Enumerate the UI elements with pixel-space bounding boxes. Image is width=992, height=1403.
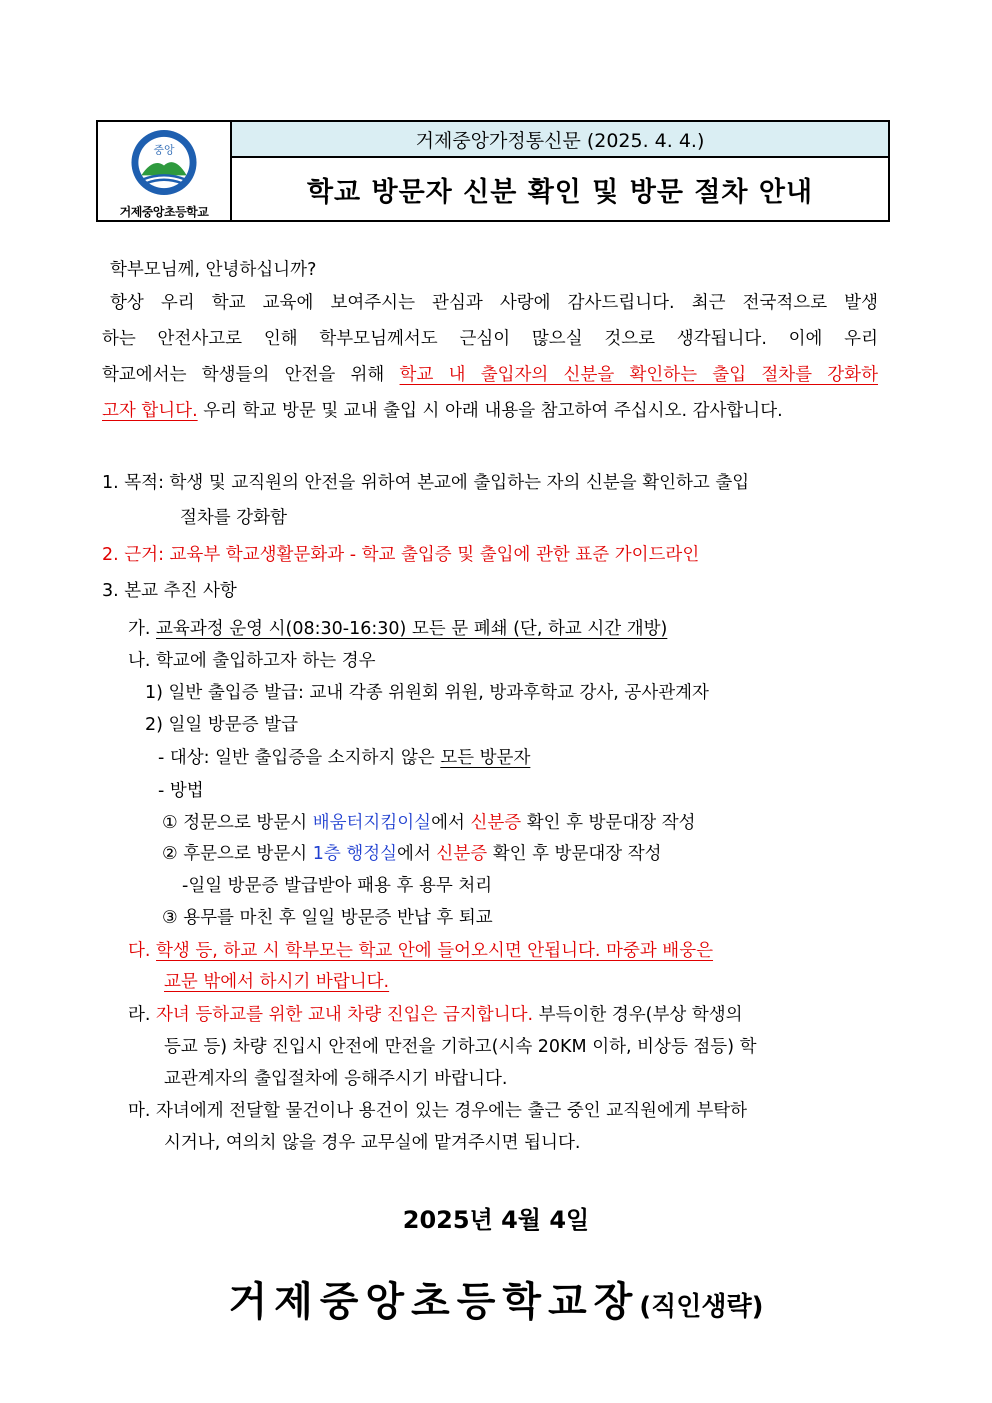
item-ga-text: 교육과정 운영 시(08:30-16:30) 모든 문 폐쇄 (단, 하교 시간 개방) bbox=[156, 619, 668, 639]
intro-line-4-text: 우리 학교 방문 및 교내 출입 시 아래 내용을 참고하여 주십시오. 감사합니다. bbox=[197, 401, 783, 421]
item-ra bbox=[128, 1004, 743, 1027]
method-step-3: ③ 용무를 마친 후 일일 방문증 반납 후 퇴교 bbox=[162, 908, 493, 928]
method-line: - 방법 bbox=[158, 781, 204, 801]
seal-note: (직인생략) bbox=[639, 1292, 764, 1322]
item-ra-line-3: 교관계자의 출입절차에 응해주시기 바랍니다. bbox=[164, 1069, 508, 1089]
intro-line-2: 하는 안전사고로 인해 학부모님께서도 근심이 많으실 것으로 생각됩니다. 이에 우리 bbox=[102, 329, 878, 349]
method-step-1-place: 배움터지킴이실 bbox=[312, 813, 432, 833]
method-step-2-c: 에서 bbox=[397, 844, 437, 864]
intro-line-4 bbox=[102, 400, 783, 423]
item-ga bbox=[128, 618, 667, 641]
promotion-heading: 3. 본교 추진 사항 bbox=[102, 581, 237, 601]
item-ma-line-2: 시거나, 여의치 않을 경우 교무실에 맡겨주시면 됩니다. bbox=[164, 1133, 581, 1153]
issue-date: 2025년 4월 4일 bbox=[402, 1206, 590, 1234]
intro-highlight-2: 고자 합니다. bbox=[102, 401, 198, 421]
item-ra-label: 라. bbox=[128, 1005, 157, 1025]
intro-line-3 bbox=[102, 364, 878, 387]
item-da-label: 다. bbox=[128, 941, 157, 961]
item-na: 나. 학교에 출입하고자 하는 경우 bbox=[128, 651, 376, 671]
signature-line bbox=[0, 1270, 992, 1327]
target-highlight: 모든 방문자 bbox=[440, 748, 531, 768]
item-ra-rest: 부득이한 경우(부상 학생의 bbox=[533, 1005, 743, 1025]
method-step-2-e: 확인 후 방문대장 작성 bbox=[487, 844, 662, 864]
purpose-line-2: 절차를 강화함 bbox=[180, 508, 287, 528]
target-text: - 대상: 일반 출입증을 소지하지 않은 bbox=[158, 748, 441, 768]
item-da-line-1: 학생 등, 하교 시 학부모는 학교 안에 들어오시면 안됩니다. 마중과 배웅은 bbox=[156, 941, 714, 961]
method-step-2-place: 1층 행정실 bbox=[312, 844, 398, 864]
logo-cell bbox=[98, 122, 232, 220]
basis-line: 2. 근거: 교육부 학교생활문화과 - 학교 출입증 및 출입에 관한 표준 가이드라인 bbox=[102, 545, 700, 565]
item-ra-red: 자녀 등하교를 위한 교내 차량 진입은 금지합니다. bbox=[156, 1005, 534, 1025]
item-ma-line-1: 마. 자녀에게 전달할 물건이나 용건이 있는 경우에는 출근 중인 교직원에게 부탁하 bbox=[128, 1101, 748, 1121]
item-da bbox=[128, 940, 713, 963]
method-step-2-sub: -일일 방문증 발급받아 패용 후 용무 처리 bbox=[182, 876, 493, 896]
method-step-2 bbox=[162, 843, 662, 866]
item-na-2: 2) 일일 방문증 발급 bbox=[145, 715, 298, 735]
purpose-line-1: 1. 목적: 학생 및 교직원의 안전을 위하여 본교에 출입하는 자의 신분을 확인하고 출입 bbox=[102, 473, 750, 493]
logo-text: 중앙 bbox=[153, 143, 175, 157]
method-step-1-id: 신분증 bbox=[470, 813, 522, 833]
newsletter-label: 거제중앙가정통신문 (2025. 4. 4.) bbox=[232, 122, 888, 158]
greeting: 학부모님께, 안녕하십니까? bbox=[110, 260, 317, 280]
school-logo bbox=[129, 128, 199, 197]
method-step-1 bbox=[162, 812, 696, 835]
school-name-label: 거제중앙초등학교 bbox=[119, 205, 209, 219]
item-ga-label: 가. bbox=[128, 619, 157, 639]
target-line bbox=[158, 747, 530, 770]
method-step-1-e: 확인 후 방문대장 작성 bbox=[521, 813, 696, 833]
intro-line-1: 항상 우리 학교 교육에 보여주시는 관심과 사랑에 감사드립니다. 최근 전국적으로 발생 bbox=[110, 293, 878, 313]
item-da-line-2: 교문 밖에서 하시기 바랍니다. bbox=[164, 972, 390, 992]
method-step-1-c: 에서 bbox=[431, 813, 471, 833]
letter-header bbox=[96, 120, 890, 222]
method-step-1-a: ① 정문으로 방문시 bbox=[162, 813, 313, 833]
intro-line-3-text: 학교에서는 학생들의 안전을 위해 bbox=[102, 365, 400, 385]
intro-highlight-1: 학교 내 출입자의 신분을 확인하는 출입 절차를 강화하 bbox=[399, 365, 878, 385]
method-step-2-a: ② 후문으로 방문시 bbox=[162, 844, 313, 864]
title-cell bbox=[232, 122, 888, 220]
page-title: 학교 방문자 신분 확인 및 방문 절차 안내 bbox=[306, 176, 814, 208]
method-step-2-id: 신분증 bbox=[436, 844, 488, 864]
item-ra-line-2: 등교 등) 차량 진입시 안전에 만전을 기하고(시속 20KM 이하, 비상등 점등) 학 bbox=[164, 1037, 757, 1057]
item-na-1: 1) 일반 출입증 발급: 교내 각종 위원회 위원, 방과후학교 강사, 공사관계자 bbox=[145, 683, 709, 703]
principal-name: 거제중앙초등학교장 bbox=[228, 1279, 640, 1325]
